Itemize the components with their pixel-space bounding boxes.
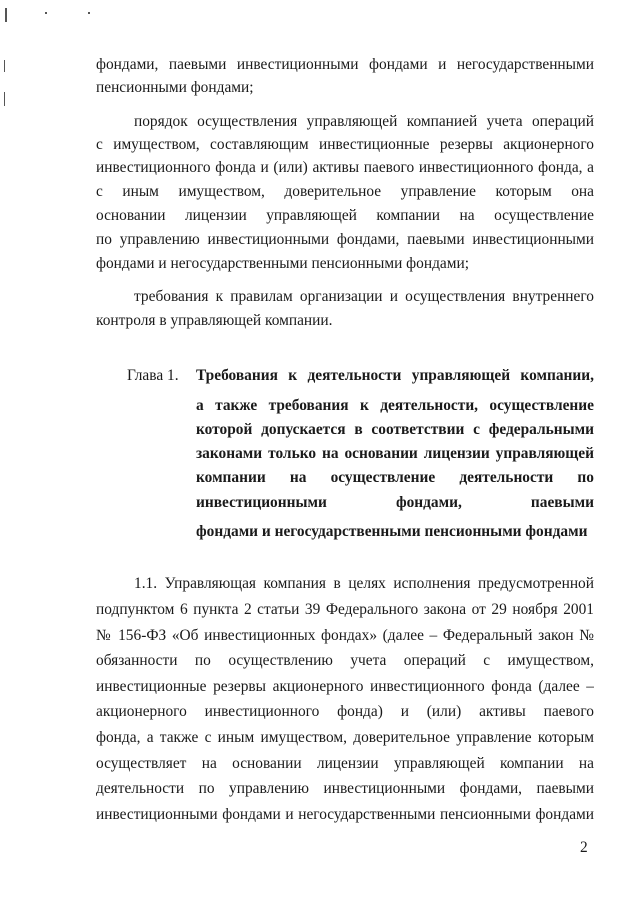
text-line: требования к правилам организации и осуществления внутреннего bbox=[134, 288, 594, 305]
chapter-title-line: инвестиционными фондами, паевыми bbox=[196, 494, 594, 511]
text-line: пенсионными фондами; bbox=[96, 79, 254, 96]
text-line: порядок осуществления управляющей компанией учета операций bbox=[134, 113, 594, 130]
chapter-title-line: которой допускается в соответствии с федеральными bbox=[196, 421, 594, 438]
text-line: деятельности по управлению инвестиционными фондами, паевыми bbox=[96, 780, 594, 797]
chapter-title-line: компании на осуществление деятельности по bbox=[196, 469, 594, 486]
page-number: 2 bbox=[580, 839, 588, 856]
text-line: № 156-ФЗ «Об инвестиционных фондах» (далее – Федеральный закон № bbox=[96, 627, 594, 644]
text-line: обязанности по осуществлению учета операций с имуществом, bbox=[96, 652, 594, 669]
text-line: инвестиционного фонда и (или) активы паевого инвестиционного фонда, а bbox=[96, 159, 594, 176]
text-line: осуществляет на основании лицензии управляющей компании на bbox=[96, 755, 594, 772]
chapter-title-line: а также требования к деятельности, осуществление bbox=[196, 397, 594, 414]
text-line: 1.1. Управляющая компания в целях исполнения предусмотренной bbox=[134, 575, 594, 592]
text-line: контроля в управляющей компании. bbox=[96, 312, 333, 329]
text-line: фонда, а также с иным имуществом, доверительное управление которым bbox=[96, 729, 594, 746]
text-line: инвестиционными фондами и негосударственными пенсионными фондами bbox=[96, 806, 594, 823]
chapter-title-line: законами только на основании лицензии управляющей bbox=[196, 445, 594, 462]
text-line: с иным имуществом, доверительное управление которым она bbox=[96, 183, 594, 200]
text-line: по управлению инвестиционными фондами, паевыми инвестиционными bbox=[96, 231, 594, 248]
text-line: акционерного инвестиционного фонда) и (или) активы паевого bbox=[96, 703, 594, 720]
text-line: фондами и негосударственными пенсионными фондами; bbox=[96, 255, 469, 272]
chapter-label: Глава 1. bbox=[127, 367, 179, 384]
text-line: основании лицензии управляющей компании на осуществление bbox=[96, 207, 594, 224]
chapter-title-line: Требования к деятельности управляющей компании, bbox=[196, 367, 594, 384]
text-line: с имуществом, составляющим инвестиционные резервы акционерного bbox=[96, 136, 594, 153]
text-line: подпунктом 6 пункта 2 статьи 39 Федерального закона от 29 ноября 2001 bbox=[96, 601, 594, 618]
text-line: фондами, паевыми инвестиционными фондами и негосударственными bbox=[96, 56, 594, 73]
chapter-title-line: фондами и негосударственными пенсионными фондами bbox=[196, 523, 588, 540]
text-line: инвестиционные резервы акционерного инвестиционного фонда (далее – bbox=[96, 678, 594, 695]
